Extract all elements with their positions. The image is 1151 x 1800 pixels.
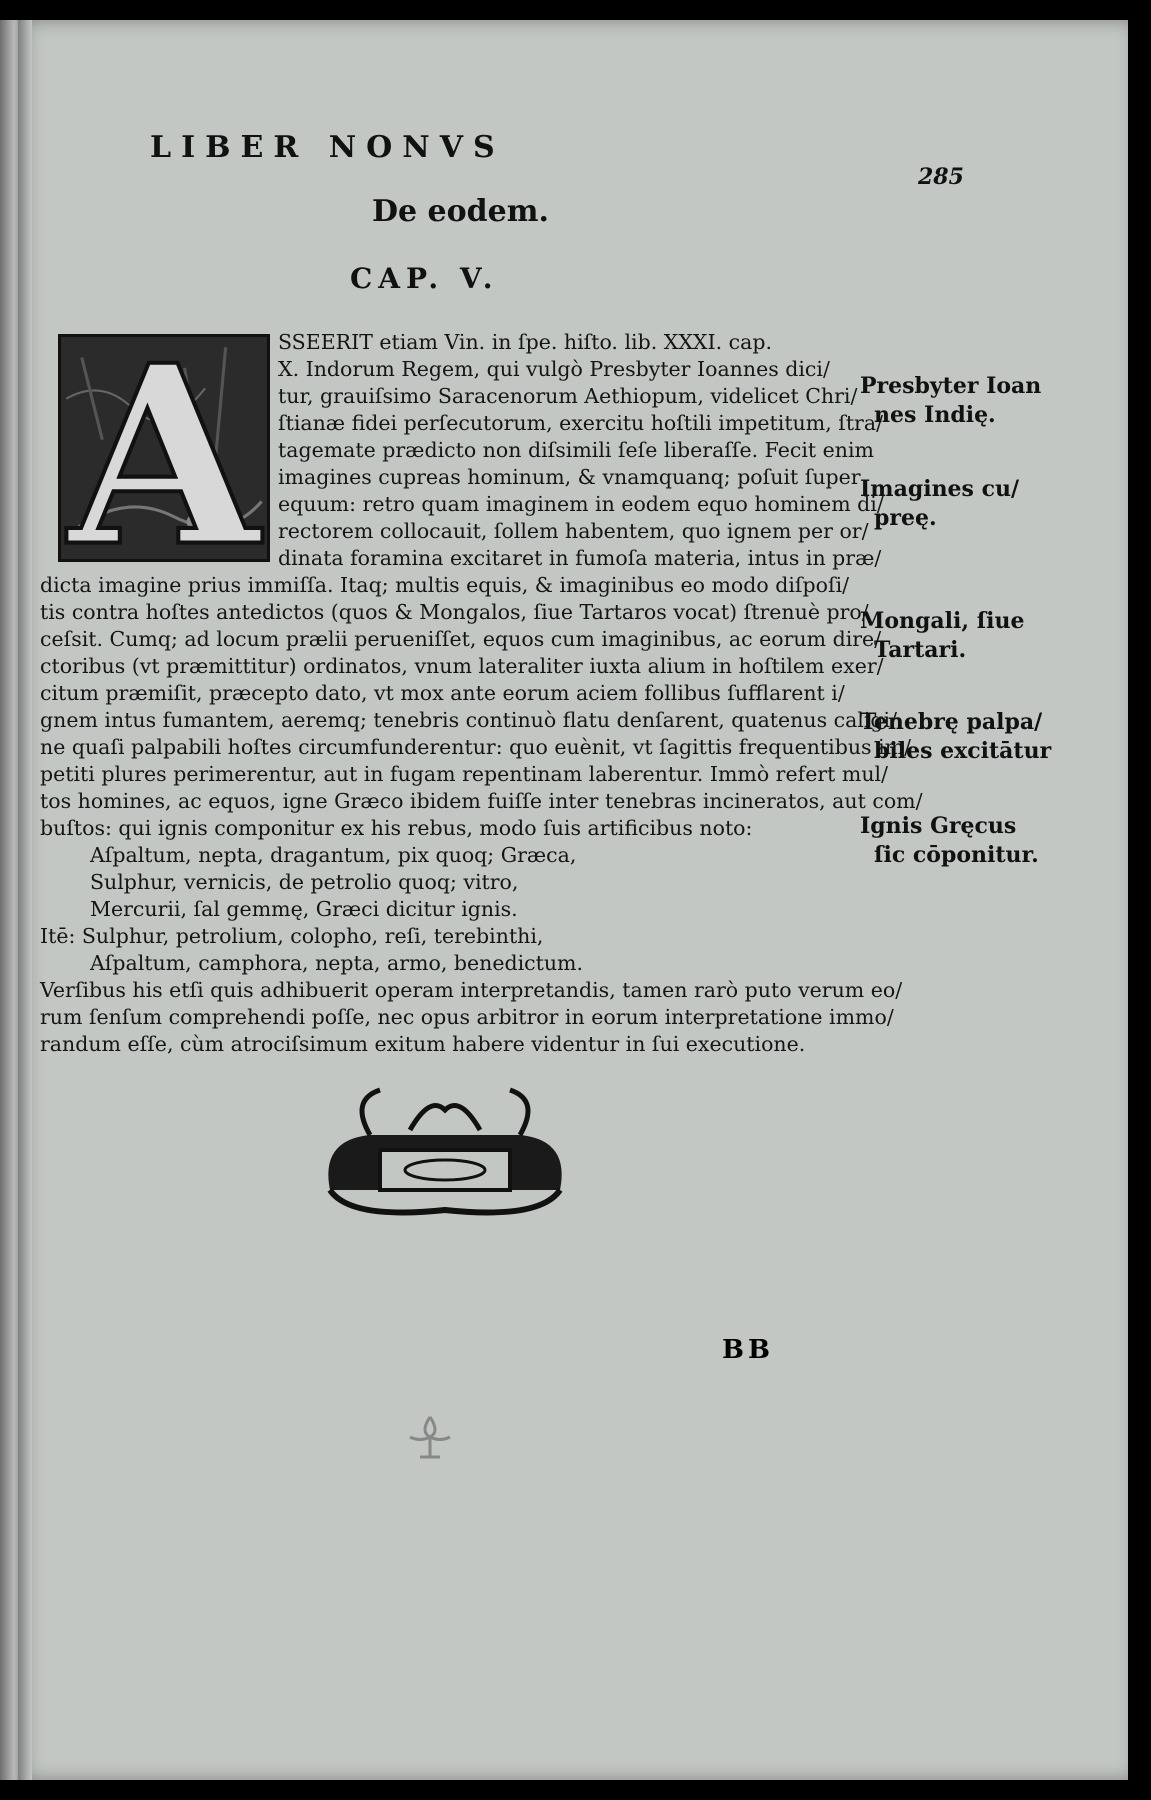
body-line: tagemate prædicto non diſsimili ſeſe liberaſſe. Fecit enim <box>278 438 874 462</box>
margin-note <box>860 812 1039 870</box>
margin-note-line: Tartari. <box>874 637 967 663</box>
margin-note-line: Tenebrę palpa/ <box>860 709 1043 735</box>
margin-note <box>860 475 1019 533</box>
margin-note-line: nes Indię. <box>874 402 996 428</box>
body-line: Itē: Sulphur, petrolium, colopho, reſi, terebinthi, <box>40 924 544 948</box>
margin-note-line: Mongali, ſiue <box>860 608 1025 634</box>
body-line: rum ſenſum comprehendi poſſe, nec opus arbitror in eorum interpretatione immo/ <box>40 1005 894 1029</box>
body-line: ceſsit. Cumq; ad locum prælii perueniſſet, equos cum imaginibus, ac eorum dire/ <box>40 627 882 651</box>
body-line: randum eſſe, cùm atrociſsimum exitum habere videntur in ſui executione. <box>40 1032 806 1056</box>
body-line: X. Indorum Regem, qui vulgò Presbyter Ioannes dici/ <box>278 357 830 381</box>
body-line: ctoribus (vt præmittitur) ordinatos, vnum lateraliter iuxta alium in hoſtilem exer/ <box>40 654 884 678</box>
margin-note-line: preę. <box>874 505 937 531</box>
fleuron-ornament <box>400 1412 460 1462</box>
body-line: tos homines, ac equos, igne Græco ibidem fuiſſe inter tenebras incineratos, aut com/ <box>40 789 923 813</box>
body-line: SSEERIT etiam Vin. in ſpe. hiſto. lib. XXXI. cap. <box>278 330 772 354</box>
facing-page-edge <box>0 20 20 1780</box>
initial-letter: A <box>68 337 260 559</box>
body-line: ne quaſi palpabili hoſtes circumfunderentur: quo euènit, vt ſagittis frequentibus im/ <box>40 735 911 759</box>
body-line: petiti plures perimerentur, aut in fugam repentinam laberentur. Immò refert mul/ <box>40 762 888 786</box>
margin-note-line: ſic cōponitur. <box>874 842 1039 868</box>
body-line: dicta imagine prius immiſſa. Itaq; multis equis, & imaginibus eo modo diſpoſi/ <box>40 573 850 597</box>
body-line: dinata foramina excitaret in fumoſa materia, intus in præ/ <box>278 546 882 570</box>
chapter-title: De eodem. <box>372 194 549 229</box>
margin-note <box>860 372 1041 430</box>
body-line: tis contra hoſtes antedictos (quos & Mongalos, ſiue Tartaros vocat) ſtrenuè pro/ <box>40 600 869 624</box>
printer-ornament <box>310 1080 580 1225</box>
margin-note <box>860 607 1025 665</box>
margin-note-line: Presbyter Ioan <box>860 373 1042 399</box>
body-line: rectorem collocauit, ſollem habentem, quo ignem per or/ <box>278 519 869 543</box>
body-line: citum præmiſit, præcepto dato, vt mox ante eorum aciem follibus ſufflarent i/ <box>40 681 845 705</box>
body-line: equum: retro quam imaginem in eodem equo hominem di/ <box>278 492 884 516</box>
margin-note-line: Ignis Gręcus <box>860 813 1017 839</box>
body-line: Verſibus his etſi quis adhibuerit operam interpretandis, tamen rarò puto verum eo/ <box>40 978 903 1002</box>
margin-note-line: Imagines cu/ <box>860 476 1020 502</box>
body-line: gnem intus fumantem, aeremq; tenebris continuò flatu denſarent, quatenus caligi/ <box>40 708 898 732</box>
margin-note <box>860 708 1051 766</box>
body-line: Aſpaltum, camphora, nepta, armo, benedictum. <box>90 951 584 975</box>
body-line: Sulphur, vernicis, de petrolio quoq; vitro, <box>90 870 519 894</box>
body-line: tur, grauiſsimo Saracenorum Aethiopum, videlicet Chri/ <box>278 384 858 408</box>
body-line: buſtos: qui ignis componitur ex his rebus, modo ſuis artificibus noto: <box>40 816 753 840</box>
body-line: ſtianæ fidei perſecutorum, exercitu hoſtili impetitum, ſtra/ <box>278 411 883 435</box>
page-gutter <box>18 20 32 1780</box>
body-line: imagines cupreas hominum, & vnamquanq; poſuit ſuper <box>278 465 861 489</box>
page-number: 285 <box>918 164 964 190</box>
body-line: Aſpaltum, nepta, dragantum, pix quoq; Græca, <box>90 843 577 867</box>
chapter-number: CAP. V. <box>350 262 499 295</box>
margin-note-line: biles excitātur <box>874 738 1052 764</box>
running-head: LIBER NONVS <box>150 130 505 165</box>
signature-mark: BB <box>722 1335 774 1365</box>
decorated-initial <box>58 334 270 562</box>
body-line: Mercurii, ſal gemmę, Græci dicitur ignis. <box>90 897 518 921</box>
